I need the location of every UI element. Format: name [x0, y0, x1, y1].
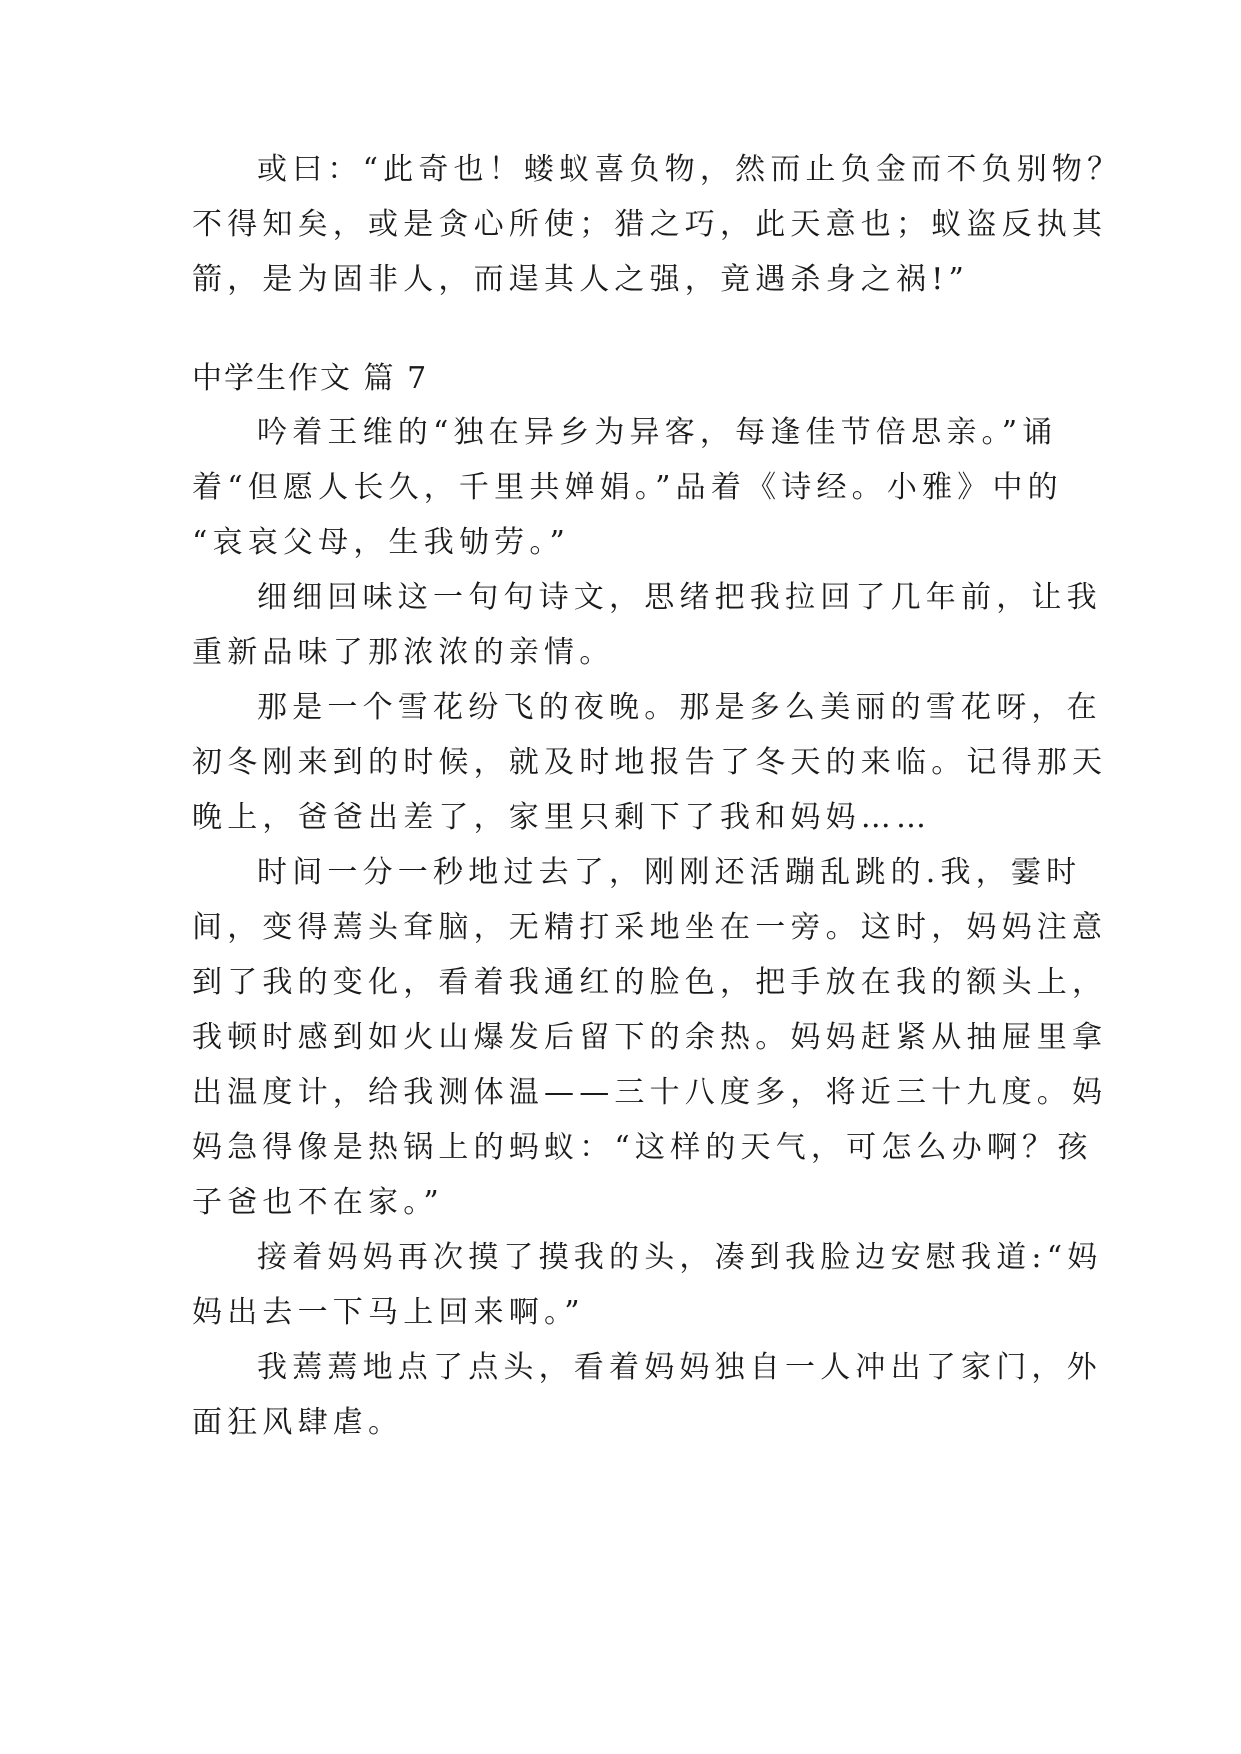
text-line: 到了我的变化，看着我通红的脸色，把手放在我的额头上，	[192, 965, 1108, 1000]
text-line: 接着妈妈再次摸了摸我的头，凑到我脸边安慰我道:“妈	[257, 1240, 1103, 1275]
text-line: 吟着王维的“独在异乡为异客，每逢佳节倍思亲。”诵	[257, 415, 1058, 450]
text-line: 不得知矣，或是贪心所使；猎之巧，此天意也；蚁盗反执其	[192, 207, 1108, 242]
text-line: 重新品味了那浓浓的亲情。	[192, 635, 615, 670]
text-line: 妈出去一下马上回来啊。”	[192, 1295, 585, 1330]
text-line: 细细回味这一句句诗文，思绪把我拉回了几年前，让我	[257, 580, 1102, 615]
text-line: 时间一分一秒地过去了，刚刚还活蹦乱跳的.我，霎时	[257, 855, 1082, 890]
text-line: 箭，是为固非人，而逞其人之强，竟遇杀身之祸!”	[192, 262, 969, 297]
text-line: 初冬刚来到的时候，就及时地报告了冬天的来临。记得那天	[192, 745, 1108, 780]
text-line: 间，变得蔫头耷脑，无精打采地坐在一旁。这时，妈妈注意	[192, 910, 1108, 945]
text-line: 那是一个雪花纷飞的夜晚。那是多么美丽的雪花呀，在	[257, 690, 1102, 725]
text-line: 妈急得像是热锅上的蚂蚁：“这样的天气，可怎么办啊？孩	[192, 1130, 1093, 1165]
text-line: 面狂风肆虐。	[192, 1405, 404, 1440]
text-line: 子爸也不在家。”	[192, 1185, 444, 1220]
text-line: 着“但愿人长久，千里共婵娟。”品着《诗经。小雅》中的	[192, 470, 1063, 505]
text-line: 或曰：“此奇也！蝼蚁喜负物，然而止负金而不负别物？	[257, 152, 1123, 187]
text-line: 我蔫蔫地点了点头，看着妈妈独自一人冲出了家门，外	[257, 1350, 1102, 1385]
text-line: 我顿时感到如火山爆发后留下的余热。妈妈赶紧从抽屉里拿	[192, 1020, 1108, 1055]
text-line: “哀哀父母，生我劬劳。”	[192, 525, 571, 560]
section-heading: 中学生作文 篇 7	[192, 361, 429, 396]
text-line: 出温度计，给我测体温——三十八度多，将近三十九度。妈	[192, 1075, 1108, 1110]
text-line: 晚上，爸爸出差了，家里只剩下了我和妈妈……	[192, 800, 932, 835]
